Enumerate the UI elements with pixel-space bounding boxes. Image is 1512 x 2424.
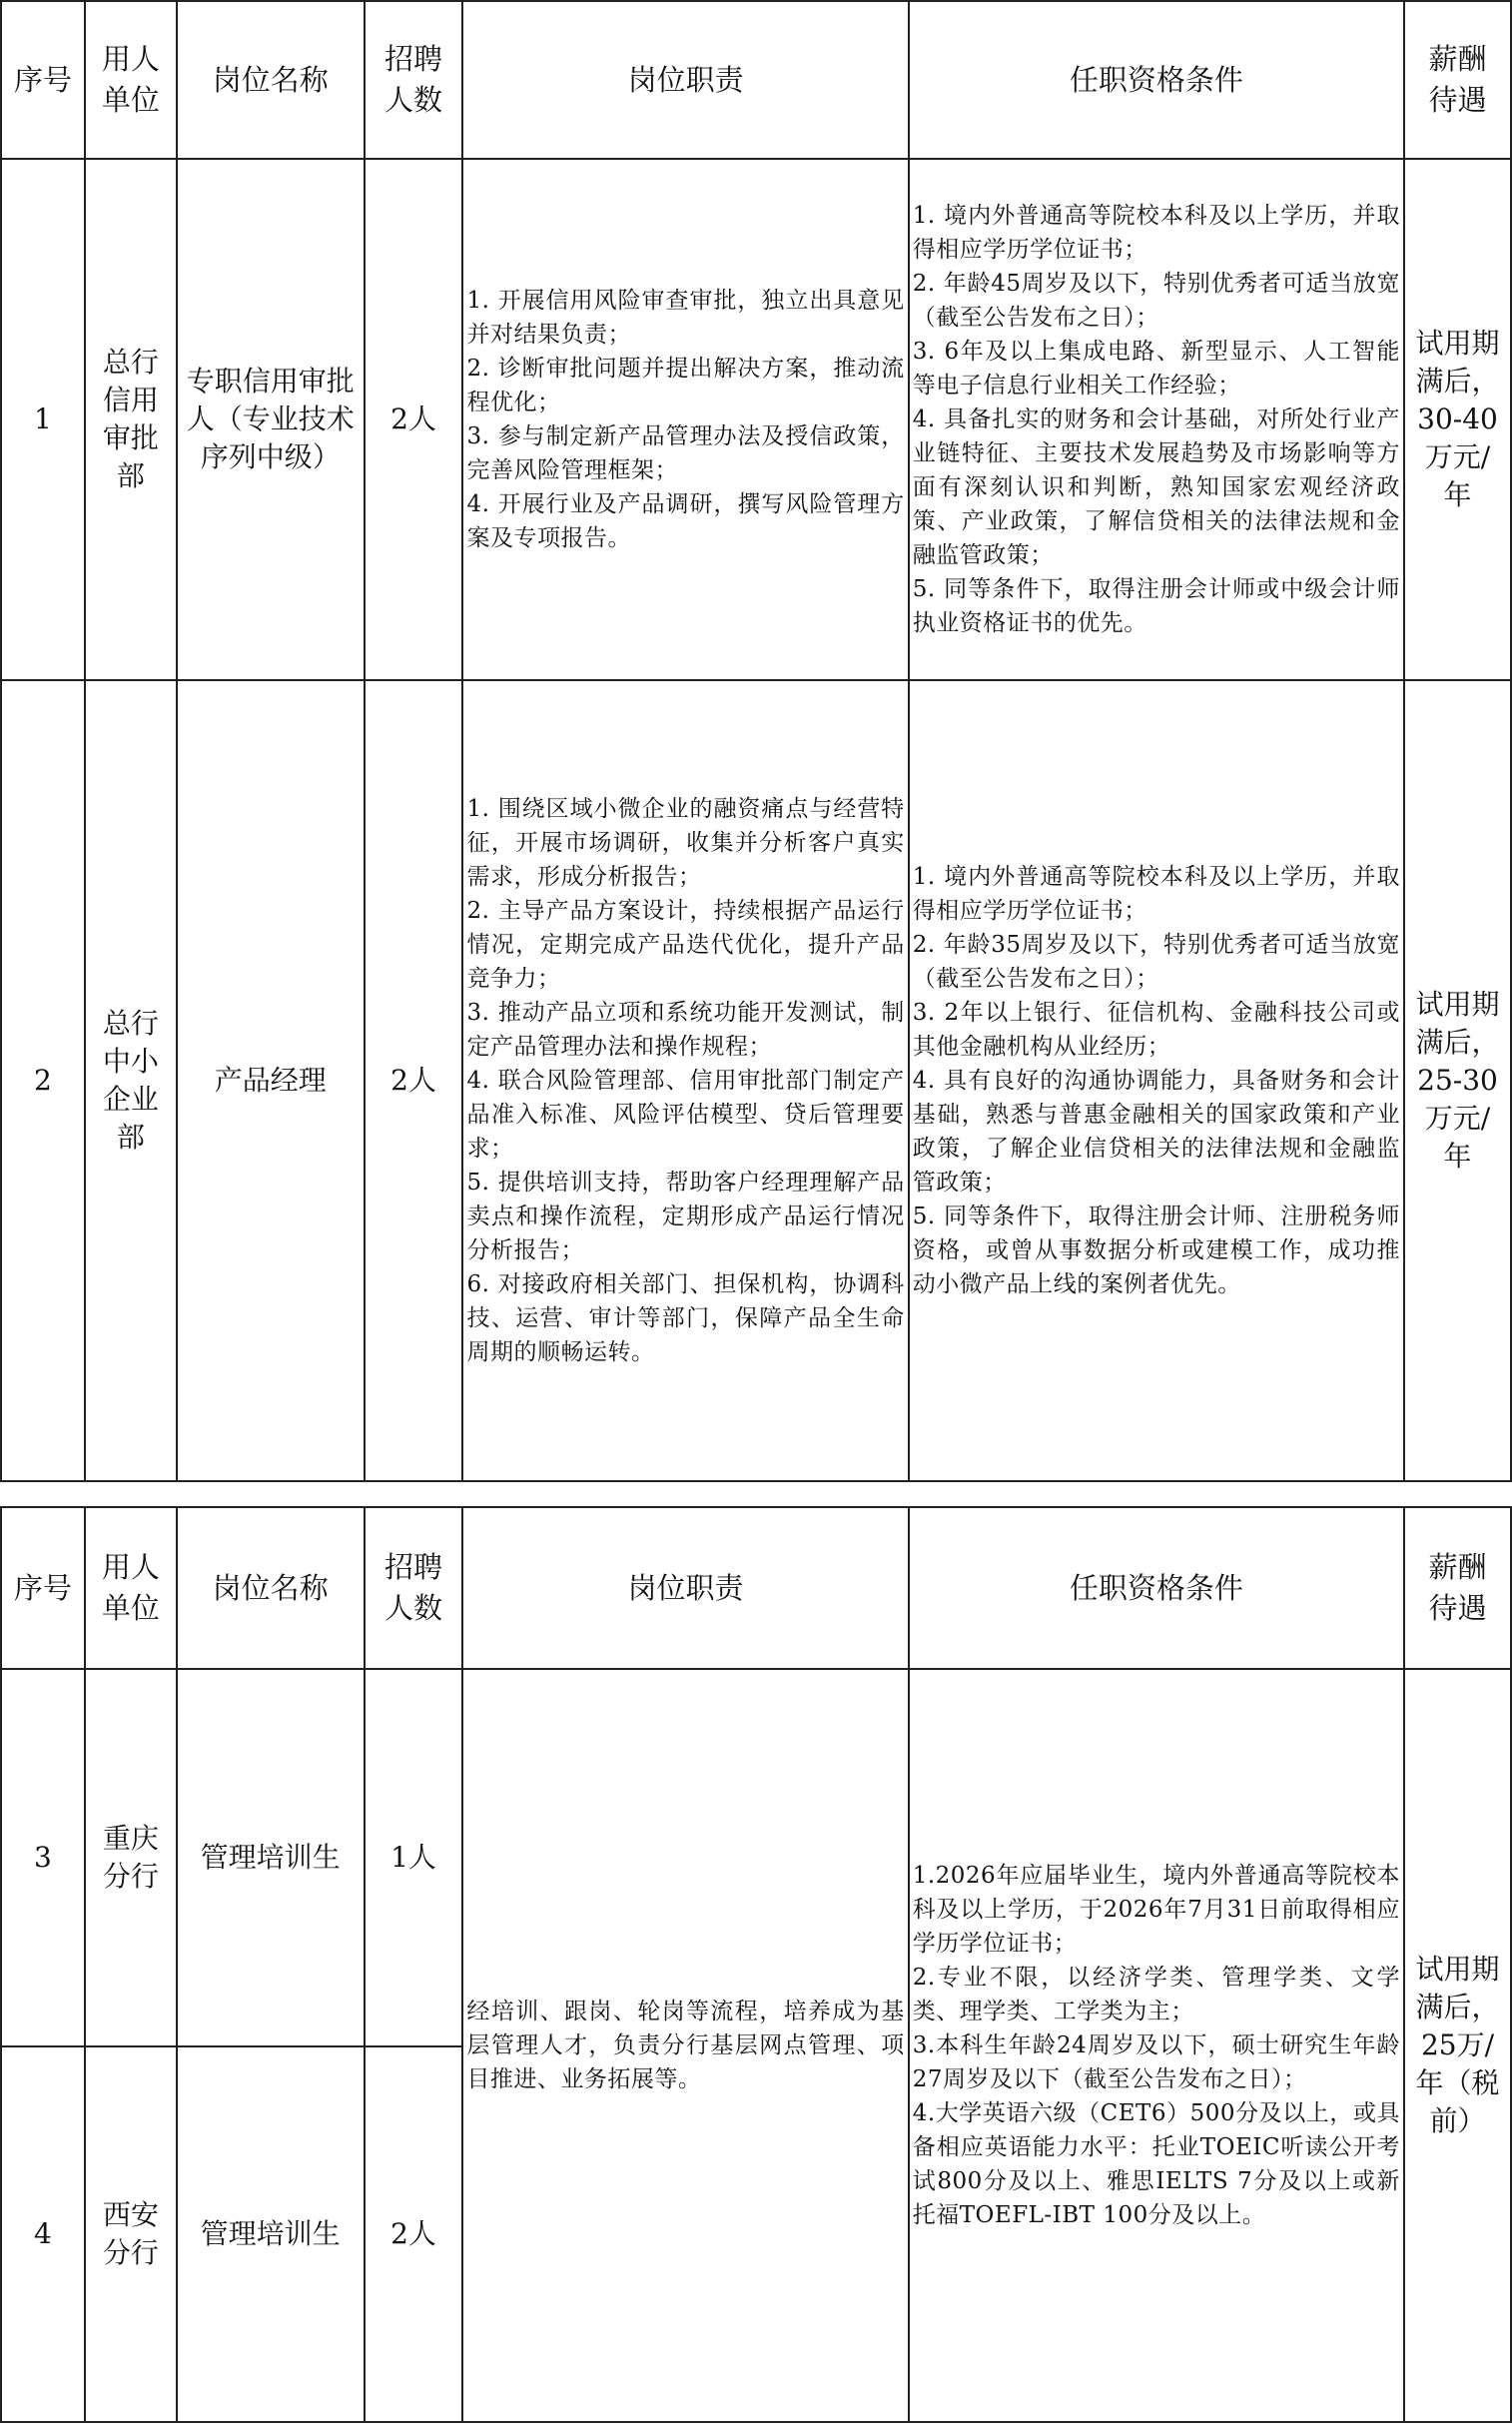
header-no: 序号: [1, 1507, 85, 1669]
header-row: [1, 1, 1511, 159]
requirement-item: 3. 2年以上银行、征信机构、金融科技公司或其他金融机构从业经历；: [912, 1000, 1401, 1060]
table-row: [1, 1669, 1511, 2046]
row-no: 2: [1, 680, 85, 1481]
row-position: 管理培训生: [177, 1669, 365, 2046]
header-requirements: 任职资格条件: [909, 1, 1404, 159]
requirement-item: 1. 境内外普通高等院校本科及以上学历，并取得相应学历学位证书；: [912, 864, 1401, 924]
header-position: 岗位名称: [177, 1, 365, 159]
duty-item: 2. 主导产品方案设计，持续根据产品运行情况，定期完成产品迭代优化，提升产品竞争力；: [466, 898, 905, 992]
duty-item: 5. 提供培训支持，帮助客户经理理解产品卖点和操作流程，定期形成产品运行情况分析报告；: [466, 1170, 905, 1263]
header-count: 招聘 人数: [365, 1507, 463, 1669]
row-position: 专职信用审批人（专业技术序列中级）: [177, 159, 365, 680]
requirement-item: 3.本科生年龄24周岁及以下，硕士研究生年龄27周岁及以下（截至公告发布之日）；: [912, 2032, 1401, 2092]
row-salary: 试用期满后，30-40万元/年: [1404, 159, 1511, 680]
duty-item: 3. 推动产品立项和系统功能开发测试，制定产品管理办法和操作规程；: [466, 1000, 905, 1060]
requirement-item: 4. 具有良好的沟通协调能力，具备财务和会计基础，熟悉与普惠金融相关的国家政策和产业政策，了解企业信贷相关的法律法规和金融监管政策；: [912, 1068, 1401, 1196]
requirement-item: 3. 6年及以上集成电路、新型显示、人工智能等电子信息行业相关工作经验；: [912, 339, 1401, 399]
duty-item: 4. 联合风险管理部、信用审批部门制定产品准入标准、风险评估模型、贷后管理要求；: [466, 1068, 905, 1162]
row-duties: [462, 159, 908, 680]
header-unit: 用人 单位: [85, 1507, 177, 1669]
row-duties: [462, 680, 908, 1481]
duty-item: 2. 诊断审批问题并提出解决方案，推动流程优化；: [466, 356, 905, 415]
header-salary: 薪酬 待遇: [1404, 1507, 1511, 1669]
duty-item: 6. 对接政府相关部门、担保机构，协调科技、运营、审计等部门，保障产品全生命周期的顺畅运转。: [466, 1271, 905, 1365]
requirement-item: 2. 年龄45周岁及以下，特别优秀者可适当放宽（截至公告发布之日）；: [912, 271, 1401, 331]
duty-item: 1. 围绕区域小微企业的融资痛点与经营特征，开展市场调研，收集并分析客户真实需求，形成分析报告；: [466, 796, 905, 890]
row-no: 1: [1, 159, 85, 680]
row-position: 管理培训生: [177, 2046, 365, 2422]
requirement-item: 4. 具备扎实的财务和会计基础，对所处行业产业链特征、主要技术发展趋势及市场影响等方面有深刻认识和判断，熟知国家宏观经济政策、产业政策，了解信贷相关的法律法规和金融监管政策；: [912, 406, 1401, 568]
header-count: 招聘 人数: [365, 1, 463, 159]
header-requirements: 任职资格条件: [909, 1507, 1404, 1669]
requirement-item: 5. 同等条件下，取得注册会计师或中级会计师执业资格证书的优先。: [912, 576, 1401, 636]
duty-item: 3. 参与制定新产品管理办法及授信政策，完善风险管理框架；: [466, 423, 905, 483]
row-salary: 试用期满后，25-30万元/年: [1404, 680, 1511, 1481]
row-unit: 西安分行: [85, 2046, 177, 2422]
row-unit: 总行信用审批部: [85, 159, 177, 680]
header-position: 岗位名称: [177, 1507, 365, 1669]
row-no: 4: [1, 2046, 85, 2422]
recruitment-table-page-2: [0, 1506, 1512, 2423]
row-count: 2人: [365, 2046, 463, 2422]
shared-requirements: [909, 1669, 1404, 2422]
requirement-item: 2. 年龄35周岁及以下，特别优秀者可适当放宽（截至公告发布之日）；: [912, 932, 1401, 992]
header-unit: 用人 单位: [85, 1, 177, 159]
row-unit: 总行中小企业部: [85, 680, 177, 1481]
shared-salary: 试用期满后，25万/年（税前）: [1404, 1669, 1511, 2422]
header-no: 序号: [1, 1, 85, 159]
row-count: 2人: [365, 680, 463, 1481]
requirement-item: 1. 境内外普通高等院校本科及以上学历，并取得相应学历学位证书；: [912, 203, 1401, 263]
requirement-item: 5. 同等条件下，取得注册会计师、注册税务师资格，或曾从事数据分析或建模工作，成功推动小微产品上线的案例者优先。: [912, 1204, 1401, 1297]
header-salary: 薪酬 待遇: [1404, 1, 1511, 159]
table-row: [1, 680, 1511, 1481]
header-duties: 岗位职责: [462, 1507, 908, 1669]
requirement-item: 1.2026年应届毕业生，境内外普通高等院校本科及以上学历，于2026年7月31日前取得相应学历学位证书；: [912, 1863, 1401, 1957]
requirement-item: 4.大学英语六级（CET6）500分及以上，或具备相应英语能力水平：托业TOEIC听读公开考试800分及以上、雅思IELTS 7分及以上或新托福TOEFL-IBT 100分及以上。: [912, 2100, 1401, 2228]
row-position: 产品经理: [177, 680, 365, 1481]
row-requirements: [909, 159, 1404, 680]
row-no: 3: [1, 1669, 85, 2046]
row-count: 1人: [365, 1669, 463, 2046]
row-unit: 重庆分行: [85, 1669, 177, 2046]
header-row: [1, 1507, 1511, 1669]
row-count: 2人: [365, 159, 463, 680]
duty-item: 1. 开展信用风险审查审批，独立出具意见并对结果负责；: [466, 288, 905, 348]
requirement-item: 2.专业不限，以经济学类、管理学类、文学类、理学类、工学类为主；: [912, 1965, 1401, 2024]
duty-item: 4. 开展行业及产品调研，撰写风险管理方案及专项报告。: [466, 491, 905, 551]
header-duties: 岗位职责: [462, 1, 908, 159]
shared-duties: 经培训、跟岗、轮岗等流程，培养成为基层管理人才，负责分行基层网点管理、项目推进、业务拓展等。: [462, 1669, 908, 2422]
table-row: [1, 159, 1511, 680]
row-requirements: [909, 680, 1404, 1481]
